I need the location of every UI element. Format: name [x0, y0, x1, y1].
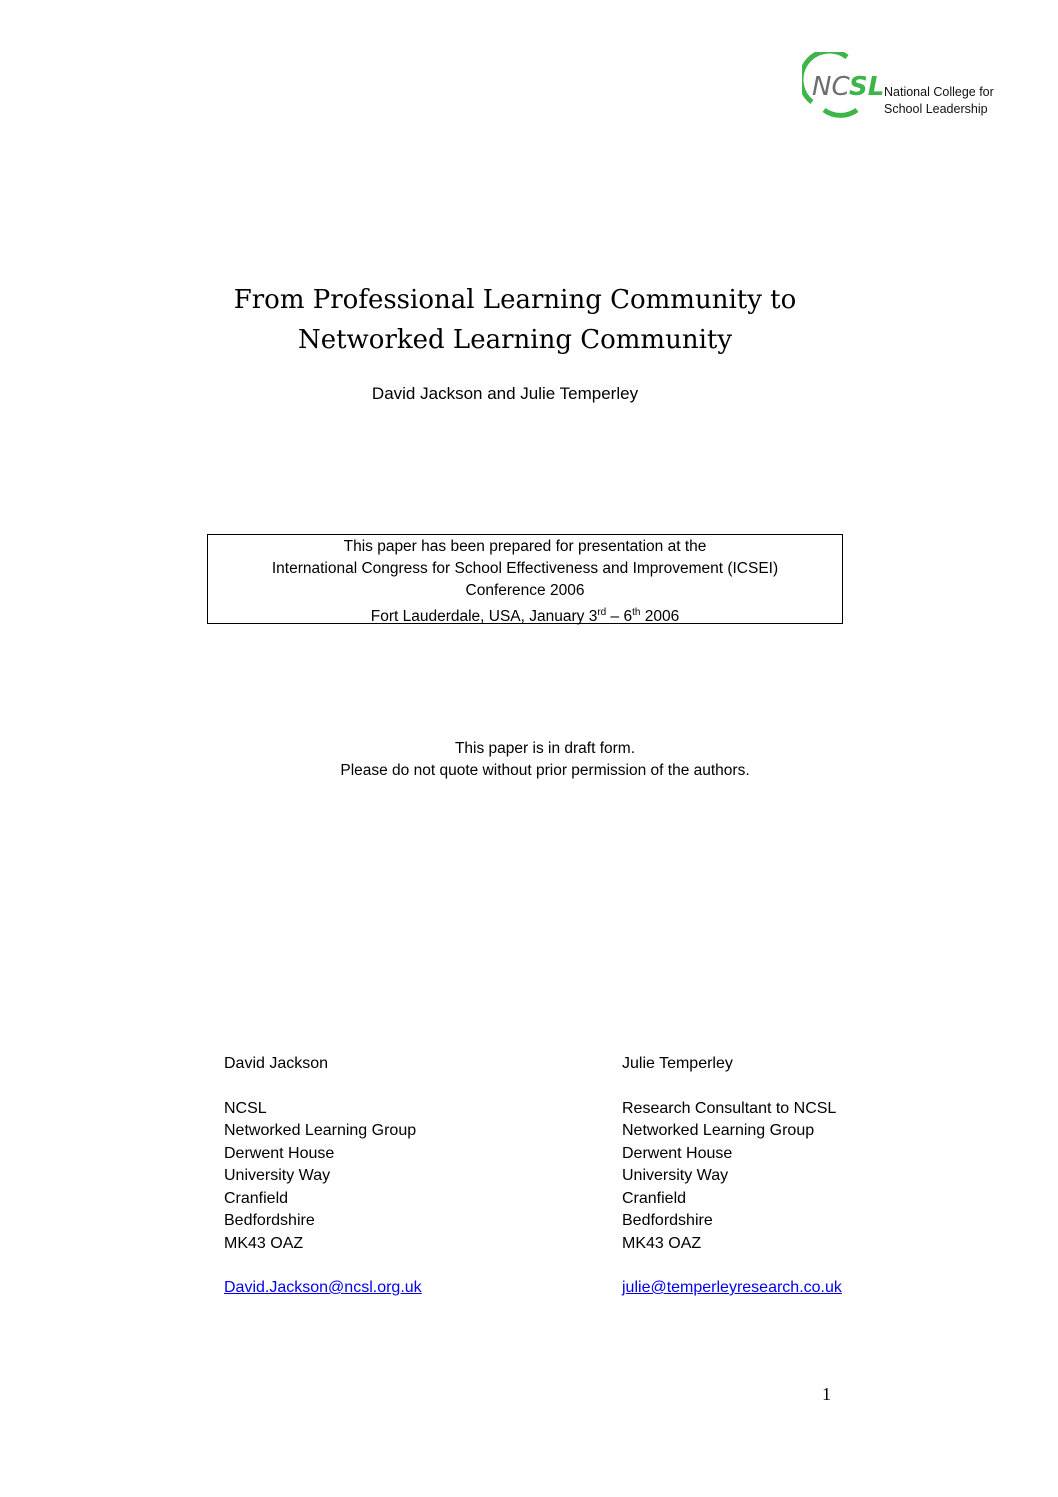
address-line: Derwent House	[622, 1144, 733, 1162]
draft-line: Please do not quote without prior permission of the authors.	[340, 762, 750, 779]
address-line: Research Consultant to NCSL	[622, 1099, 837, 1117]
presentation-line: International Congress for School Effectiveness and Improvement (ICSEI)	[271, 560, 779, 577]
dates-text: Fort Lauderdale, USA, January 3	[370, 608, 598, 626]
address-line: MK43 OAZ	[622, 1234, 702, 1252]
dates-text: – 6	[606, 608, 633, 626]
logo-text	[884, 84, 994, 118]
ncsl-logo-mark	[802, 52, 892, 118]
title-line: From Professional Learning Community to	[233, 285, 797, 315]
page-number: 1	[822, 1384, 831, 1404]
address-line: Derwent House	[224, 1144, 335, 1162]
svg-text:SL: SL	[849, 72, 885, 102]
presentation-box	[207, 534, 843, 624]
svg-text:NC: NC	[812, 72, 850, 102]
address-line: University Way	[224, 1167, 331, 1184]
superscript: th	[632, 607, 641, 618]
logo-line: School Leadership	[884, 102, 988, 116]
authors: David Jackson and Julie Temperley	[371, 384, 639, 403]
address-line: Bedfordshire	[224, 1212, 315, 1229]
address-line: MK43 OAZ	[224, 1234, 304, 1252]
address-line: Cranfield	[622, 1189, 687, 1207]
draft-line: This paper is in draft form.	[454, 740, 636, 757]
email-link[interactable]: David.Jackson@ncsl.org.uk	[224, 1279, 422, 1296]
superscript: rd	[597, 607, 607, 618]
logo-line: National College for	[884, 85, 994, 99]
contact-julie-temperley	[622, 1053, 842, 1300]
address-line: Networked Learning Group	[622, 1122, 815, 1139]
presentation-dates	[208, 602, 842, 628]
contact-david-jackson	[224, 1053, 422, 1300]
address-line: Bedfordshire	[622, 1212, 713, 1229]
address-line: NCSL	[224, 1099, 267, 1117]
address-line: Networked Learning Group	[224, 1122, 417, 1139]
contact-name: David Jackson	[224, 1055, 329, 1072]
draft-notice	[150, 738, 940, 782]
title-line: Networked Learning Community	[297, 325, 733, 355]
presentation-line: Conference 2006	[465, 582, 585, 599]
address-line: Cranfield	[224, 1189, 289, 1207]
paper-title	[120, 280, 910, 360]
presentation-line: This paper has been prepared for presentation at the	[343, 538, 707, 555]
email-link[interactable]: julie@temperleyresearch.co.uk	[622, 1279, 842, 1296]
contact-name: Julie Temperley	[622, 1055, 733, 1072]
dates-text: 2006	[640, 608, 680, 626]
address-line: University Way	[622, 1167, 729, 1184]
